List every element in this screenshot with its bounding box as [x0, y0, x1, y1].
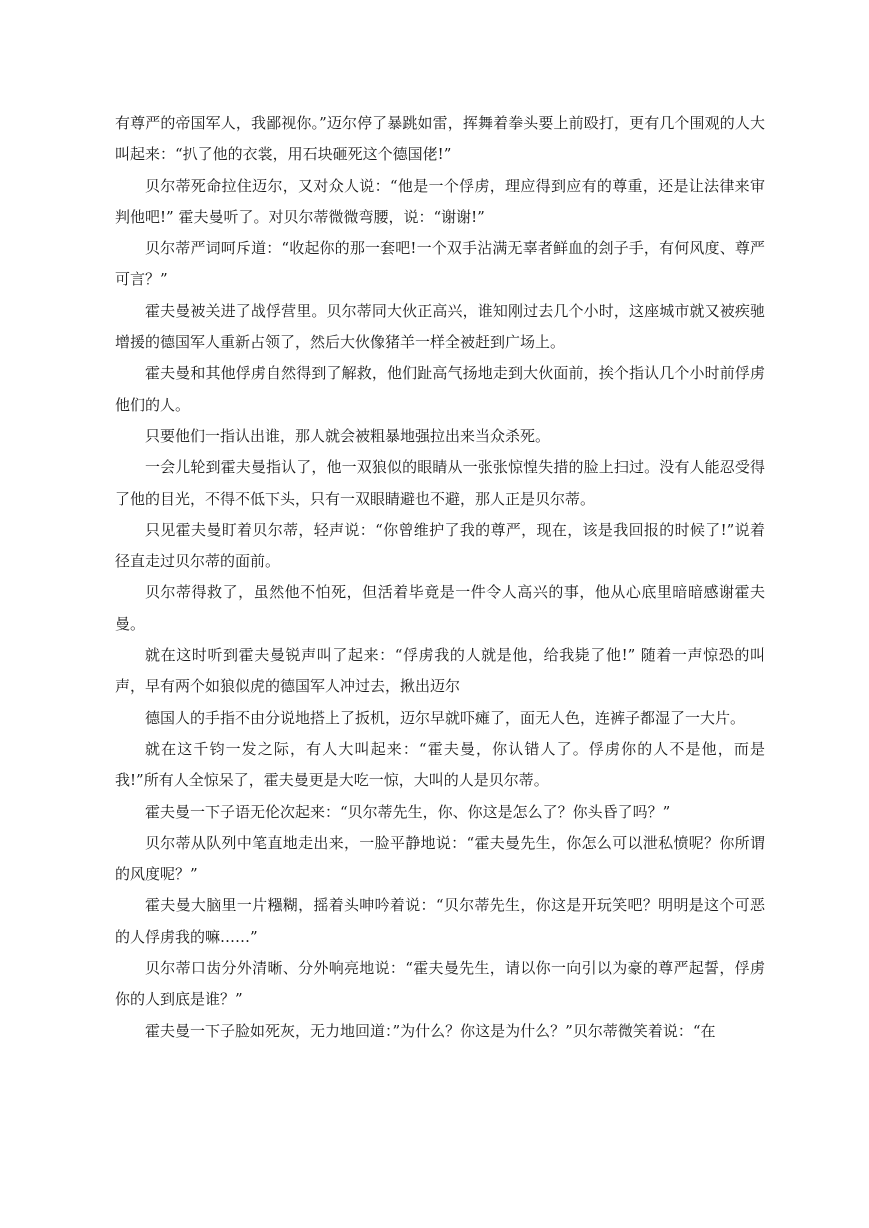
- paragraph: 霍夫曼一下子语无伦次起来：“贝尔蒂先生，你、你这是怎么了？你头昏了吗？”: [145, 802, 671, 821]
- paragraph: 霍夫曼一下子脸如死灰，无力地回道：”为什么？你这是为什么？”贝尔蒂微笑着说：“在: [145, 1021, 716, 1040]
- paragraph: 只见霍夫曼盯着贝尔蒂，轻声说：“你曾维护了我的尊严，现在，该是我回报的时候了!”说着径直走过贝尔蒂的面前。: [115, 520, 765, 571]
- paragraph: 有尊严的帝国军人，我鄙视你。”迈尔停了暴跳如雷，挥舞着拳头要上前殴打，更有几个围观的人大叫起来：“扒了他的衣裳，用石块砸死这个德国佬!”: [115, 114, 765, 164]
- paragraph: 一会儿轮到霍夫曼指认了，他一双狼似的眼睛从一张张惊惶失措的脸上扫过。没有人能忍受得了他的目光，不得不低下头，只有一双眼睛避也不避，那人正是贝尔蒂。: [115, 458, 765, 508]
- paragraph: 贝尔蒂得救了，虽然他不怕死，但活着毕竟是一件令人高兴的事，他从心底里暗暗感谢霍夫曼。: [115, 583, 765, 633]
- paragraph: 贝尔蒂从队列中笔直地走出来，一脸平静地说：“霍夫曼先生，你怎么可以泄私愤呢？你所谓的风度呢？”: [115, 833, 765, 884]
- paragraph: 霍夫曼和其他俘虏自然得到了解救，他们趾高气扬地走到大伙面前，挨个指认几个小时前俘虏他们的人。: [115, 364, 765, 414]
- paragraph: 贝尔蒂死命拉住迈尔，又对众人说：“他是一个俘虏，理应得到应有的尊重，还是让法律来审判他吧!” 霍夫曼听了。对贝尔蒂微微弯腰，说：“谢谢!”: [115, 176, 765, 226]
- paragraph: 霍夫曼大脑里一片糨糊，摇着头呻吟着说：“贝尔蒂先生，你这是开玩笑吧？明明是这个可恶的人俘虏我的嘛……”: [115, 896, 765, 946]
- paragraph: 贝尔蒂口齿分外清晰、分外响亮地说：“霍夫曼先生，请以你一向引以为豪的尊严起誓，俘虏你的人到底是谁？”: [115, 959, 765, 1009]
- paragraph: 贝尔蒂严词呵斥道：“收起你的那一套吧!一个双手沾满无辜者鲜血的刽子手，有何风度、尊严可言？”: [115, 239, 765, 289]
- document-page: [115, 108, 765, 1047]
- paragraph: 只要他们一指认出谁，那人就会被粗暴地强拉出来当众杀死。: [145, 426, 551, 445]
- paragraph: 就在这千钧一发之际，有人大叫起来：“霍夫曼，你认错人了。俘虏你的人不是他，而是我!”所有人全惊呆了，霍夫曼更是大吃一惊，大叫的人是贝尔蒂。: [115, 739, 765, 790]
- paragraph: 霍夫曼被关进了战俘营里。贝尔蒂同大伙正高兴，谁知刚过去几个小时，这座城市就又被疾驰增援的德国军人重新占领了，然后大伙像猪羊一样全被赶到广场上。: [115, 301, 765, 352]
- paragraph: 德国人的手指不由分说地搭上了扳机，迈尔早就吓瘫了，面无人色，连裤子都湿了一大片。: [145, 708, 746, 727]
- paragraph: 就在这时听到霍夫曼锐声叫了起来：“俘虏我的人就是他，给我毙了他!” 随着一声惊恐的叫声，早有两个如狼似虎的德国军人冲过去，揪出迈尔: [115, 646, 765, 696]
